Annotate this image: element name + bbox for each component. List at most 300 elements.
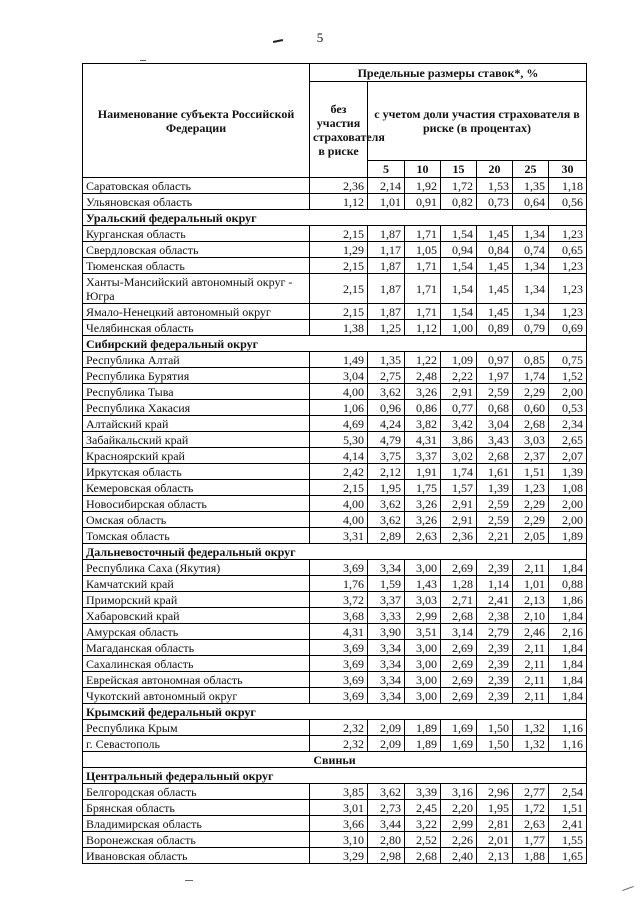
rate-cell: 1,52 <box>549 368 587 384</box>
rate-cell: 1,59 <box>368 576 405 592</box>
rate-cell: 2,52 <box>405 832 441 848</box>
rate-cell: 2,11 <box>513 560 549 576</box>
rate-cell: 1,95 <box>368 480 405 496</box>
region-name: Воронежская область <box>83 832 310 848</box>
rate-cell: 1,14 <box>477 576 513 592</box>
rate-cell: 1,01 <box>368 194 405 210</box>
rate-cell: 0,79 <box>513 320 549 336</box>
scan-mark <box>185 880 193 881</box>
rate-cell: 1,23 <box>549 304 587 320</box>
table-row <box>83 178 587 194</box>
region-name: Республика Тыва <box>83 384 310 400</box>
rate-cell: 2,11 <box>513 640 549 656</box>
table-row <box>83 608 587 624</box>
rate-cell: 3,62 <box>368 512 405 528</box>
table-row <box>83 416 587 432</box>
rate-without-participation: 1,76 <box>310 576 368 592</box>
rate-cell: 2,26 <box>441 832 477 848</box>
rate-without-participation: 2,15 <box>310 480 368 496</box>
table-row <box>83 242 587 258</box>
region-name: Республика Алтай <box>83 352 310 368</box>
rate-cell: 2,91 <box>441 512 477 528</box>
rate-without-participation: 3,69 <box>310 560 368 576</box>
rate-cell: 3,02 <box>441 448 477 464</box>
rate-cell: 2,59 <box>477 512 513 528</box>
table-row <box>83 226 587 242</box>
rate-cell: 2,40 <box>441 848 477 864</box>
section-row <box>83 210 587 226</box>
rate-cell: 1,87 <box>368 304 405 320</box>
rate-cell: 2,89 <box>368 528 405 544</box>
rate-cell: 2,00 <box>549 512 587 528</box>
share-header: 30 <box>549 161 587 178</box>
rate-without-participation: 2,15 <box>310 258 368 274</box>
rate-cell: 1,51 <box>513 464 549 480</box>
rate-cell: 2,77 <box>513 784 549 800</box>
region-name: Тюменская область <box>83 258 310 274</box>
rate-cell: 1,16 <box>549 736 587 752</box>
rate-cell: 1,23 <box>549 274 587 304</box>
table-row <box>83 480 587 496</box>
rate-cell: 3,90 <box>368 624 405 640</box>
region-name: Магаданская область <box>83 640 310 656</box>
rate-without-participation: 3,10 <box>310 832 368 848</box>
rate-cell: 1,34 <box>513 274 549 304</box>
rate-cell: 1,71 <box>405 226 441 242</box>
rate-without-participation: 4,00 <box>310 384 368 400</box>
rate-without-participation: 1,12 <box>310 194 368 210</box>
page-number: 5 <box>316 30 324 45</box>
region-name: Сахалинская область <box>83 656 310 672</box>
rate-cell: 2,00 <box>549 496 587 512</box>
rate-cell: 1,89 <box>405 736 441 752</box>
rate-cell: 3,26 <box>405 496 441 512</box>
section-row <box>83 544 587 560</box>
rate-without-participation: 3,66 <box>310 816 368 832</box>
rate-cell: 3,86 <box>441 432 477 448</box>
rate-cell: 2,45 <box>405 800 441 816</box>
rate-cell: 1,39 <box>477 480 513 496</box>
table-row <box>83 576 587 592</box>
rate-without-participation: 4,31 <box>310 624 368 640</box>
rate-cell: 4,24 <box>368 416 405 432</box>
table-row <box>83 736 587 752</box>
rate-cell: 1,84 <box>549 560 587 576</box>
rate-cell: 1,71 <box>405 258 441 274</box>
table-row <box>83 640 587 656</box>
rate-cell: 2,54 <box>549 784 587 800</box>
rate-cell: 2,39 <box>477 672 513 688</box>
rate-without-participation: 1,38 <box>310 320 368 336</box>
rate-cell: 2,68 <box>405 848 441 864</box>
region-name: Белгородская область <box>83 784 310 800</box>
rate-cell: 1,45 <box>477 274 513 304</box>
rate-cell: 2,79 <box>477 624 513 640</box>
rate-cell: 2,12 <box>368 464 405 480</box>
table-row <box>83 432 587 448</box>
rate-without-participation: 3,31 <box>310 528 368 544</box>
region-name: Саратовская область <box>83 178 310 194</box>
rate-cell: 3,37 <box>405 448 441 464</box>
rate-cell: 1,35 <box>513 178 549 194</box>
rate-without-participation: 2,36 <box>310 178 368 194</box>
region-name: Ханты-Мансийский автономный округ - Югра <box>83 274 310 304</box>
region-name: Иркутская область <box>83 464 310 480</box>
rate-cell: 2,13 <box>477 848 513 864</box>
rate-cell: 1,51 <box>549 800 587 816</box>
share-header: 10 <box>405 161 441 178</box>
rate-cell: 1,55 <box>549 832 587 848</box>
region-name-header: Наименование субъекта Российской Федерации <box>83 64 310 178</box>
rate-cell: 1,05 <box>405 242 441 258</box>
rate-cell: 1,65 <box>549 848 587 864</box>
share-header: 25 <box>513 161 549 178</box>
table-row <box>83 448 587 464</box>
rate-cell: 2,00 <box>549 384 587 400</box>
rate-cell: 1,61 <box>477 464 513 480</box>
section-row <box>83 768 587 784</box>
region-name: Ивановская область <box>83 848 310 864</box>
rate-cell: 3,34 <box>368 688 405 704</box>
rate-without-participation: 2,15 <box>310 274 368 304</box>
rate-cell: 2,05 <box>513 528 549 544</box>
rate-cell: 2,75 <box>368 368 405 384</box>
rate-cell: 2,07 <box>549 448 587 464</box>
table-row <box>83 320 587 336</box>
rate-cell: 2,71 <box>441 592 477 608</box>
region-name: Курганская область <box>83 226 310 242</box>
rate-cell: 2,91 <box>441 496 477 512</box>
rate-cell: 1,00 <box>441 320 477 336</box>
rate-cell: 1,12 <box>405 320 441 336</box>
rate-cell: 3,34 <box>368 656 405 672</box>
rate-cell: 3,82 <box>405 416 441 432</box>
table-row <box>83 832 587 848</box>
rate-cell: 1,25 <box>368 320 405 336</box>
category-title: Свиньи <box>83 752 587 768</box>
rate-cell: 2,39 <box>477 640 513 656</box>
rate-cell: 2,99 <box>441 816 477 832</box>
rate-cell: 1,84 <box>549 672 587 688</box>
rate-cell: 3,00 <box>405 656 441 672</box>
rate-cell: 0,96 <box>368 400 405 416</box>
table-row <box>83 352 587 368</box>
rate-cell: 0,56 <box>549 194 587 210</box>
rate-without-participation: 2,15 <box>310 226 368 242</box>
rate-cell: 2,16 <box>549 624 587 640</box>
rate-cell: 2,99 <box>405 608 441 624</box>
rate-cell: 0,68 <box>477 400 513 416</box>
rate-cell: 2,69 <box>441 672 477 688</box>
region-name: Приморский край <box>83 592 310 608</box>
rates-title-header: Предельные размеры ставок*, % <box>310 64 587 82</box>
rate-cell: 2,98 <box>368 848 405 864</box>
region-name: Красноярский край <box>83 448 310 464</box>
rate-cell: 2,11 <box>513 672 549 688</box>
rate-cell: 0,89 <box>477 320 513 336</box>
rate-cell: 3,03 <box>405 592 441 608</box>
rate-cell: 1,54 <box>441 304 477 320</box>
table-row <box>83 624 587 640</box>
rate-cell: 1,84 <box>549 688 587 704</box>
rate-cell: 0,97 <box>477 352 513 368</box>
rate-cell: 2,22 <box>441 368 477 384</box>
category-row <box>83 752 587 768</box>
rate-cell: 1,97 <box>477 368 513 384</box>
table-row <box>83 528 587 544</box>
rate-cell: 2,68 <box>513 416 549 432</box>
rate-cell: 1,22 <box>405 352 441 368</box>
rate-cell: 2,46 <box>513 624 549 640</box>
rate-cell: 2,11 <box>513 688 549 704</box>
rate-without-participation: 3,72 <box>310 592 368 608</box>
rate-cell: 0,53 <box>549 400 587 416</box>
rate-cell: 2,37 <box>513 448 549 464</box>
rate-cell: 2,59 <box>477 384 513 400</box>
table-row <box>83 560 587 576</box>
rate-cell: 1,17 <box>368 242 405 258</box>
region-name: Владимирская область <box>83 816 310 832</box>
rate-cell: 1,54 <box>441 258 477 274</box>
rate-cell: 3,00 <box>405 672 441 688</box>
rate-cell: 1,28 <box>441 576 477 592</box>
rate-cell: 0,91 <box>405 194 441 210</box>
rate-without-participation: 3,69 <box>310 640 368 656</box>
rate-cell: 1,71 <box>405 304 441 320</box>
rate-cell: 1,16 <box>549 720 587 736</box>
rate-cell: 1,84 <box>549 640 587 656</box>
rate-cell: 1,39 <box>549 464 587 480</box>
table-row <box>83 384 587 400</box>
rate-without-participation: 3,29 <box>310 848 368 864</box>
rate-cell: 1,95 <box>477 800 513 816</box>
rate-cell: 0,73 <box>477 194 513 210</box>
rate-cell: 1,84 <box>549 656 587 672</box>
rate-cell: 3,00 <box>405 688 441 704</box>
rate-cell: 2,09 <box>368 720 405 736</box>
region-name: Республика Саха (Якутия) <box>83 560 310 576</box>
rate-cell: 3,62 <box>368 784 405 800</box>
rate-cell: 3,37 <box>368 592 405 608</box>
rate-cell: 2,29 <box>513 384 549 400</box>
rate-cell: 2,39 <box>477 688 513 704</box>
rate-cell: 2,63 <box>405 528 441 544</box>
rate-cell: 2,14 <box>368 178 405 194</box>
rate-cell: 2,20 <box>441 800 477 816</box>
scan-mark <box>622 886 634 891</box>
rate-cell: 2,13 <box>513 592 549 608</box>
rate-cell: 1,23 <box>549 258 587 274</box>
rate-cell: 1,89 <box>549 528 587 544</box>
table-row <box>83 816 587 832</box>
region-name: Чукотский автономный округ <box>83 688 310 704</box>
rate-without-participation: 5,30 <box>310 432 368 448</box>
table-row <box>83 720 587 736</box>
rate-without-participation: 4,69 <box>310 416 368 432</box>
rate-cell: 2,48 <box>405 368 441 384</box>
region-name: Брянская область <box>83 800 310 816</box>
table-row <box>83 784 587 800</box>
section-title: Дальневосточный федеральный округ <box>83 544 587 560</box>
region-name: Хабаровский край <box>83 608 310 624</box>
rate-cell: 1,77 <box>513 832 549 848</box>
region-name: Республика Хакасия <box>83 400 310 416</box>
rate-cell: 2,36 <box>441 528 477 544</box>
region-name: Омская область <box>83 512 310 528</box>
rate-cell: 1,75 <box>405 480 441 496</box>
share-header: 5 <box>368 161 405 178</box>
rate-cell: 0,77 <box>441 400 477 416</box>
rate-without-participation: 3,01 <box>310 800 368 816</box>
rate-cell: 1,89 <box>405 720 441 736</box>
table-row <box>83 672 587 688</box>
rate-cell: 3,75 <box>368 448 405 464</box>
section-title: Центральный федеральный округ <box>83 768 587 784</box>
table-row <box>83 400 587 416</box>
rate-cell: 3,44 <box>368 816 405 832</box>
table-row <box>83 464 587 480</box>
rate-cell: 1,87 <box>368 226 405 242</box>
rate-cell: 0,84 <box>477 242 513 258</box>
rate-cell: 1,91 <box>405 464 441 480</box>
region-name: Кемеровская область <box>83 480 310 496</box>
rate-cell: 0,64 <box>513 194 549 210</box>
rate-cell: 1,01 <box>513 576 549 592</box>
rate-cell: 3,62 <box>368 384 405 400</box>
rate-cell: 1,34 <box>513 258 549 274</box>
rate-cell: 3,14 <box>441 624 477 640</box>
section-title: Крымский федеральный округ <box>83 704 587 720</box>
table-row <box>83 274 587 304</box>
rate-without-participation: 3,85 <box>310 784 368 800</box>
rate-without-participation: 1,29 <box>310 242 368 258</box>
rate-cell: 1,53 <box>477 178 513 194</box>
rate-cell: 3,26 <box>405 512 441 528</box>
rate-cell: 2,59 <box>477 496 513 512</box>
table-row <box>83 688 587 704</box>
rate-cell: 3,04 <box>477 416 513 432</box>
rate-cell: 1,35 <box>368 352 405 368</box>
rate-cell: 1,50 <box>477 720 513 736</box>
rate-cell: 1,23 <box>549 226 587 242</box>
rate-cell: 1,74 <box>513 368 549 384</box>
rate-cell: 2,80 <box>368 832 405 848</box>
region-name: Алтайский край <box>83 416 310 432</box>
rate-cell: 4,79 <box>368 432 405 448</box>
rate-cell: 3,34 <box>368 560 405 576</box>
rate-without-participation: 3,69 <box>310 656 368 672</box>
rate-cell: 0,86 <box>405 400 441 416</box>
rate-cell: 3,03 <box>513 432 549 448</box>
rate-without-participation: 1,06 <box>310 400 368 416</box>
rate-cell: 1,87 <box>368 274 405 304</box>
rate-without-participation: 3,69 <box>310 688 368 704</box>
rate-cell: 1,34 <box>513 226 549 242</box>
rate-cell: 1,08 <box>549 480 587 496</box>
region-name: Свердловская область <box>83 242 310 258</box>
scan-mark <box>140 60 146 61</box>
rate-cell: 1,71 <box>405 274 441 304</box>
rate-cell: 1,34 <box>513 304 549 320</box>
rate-without-participation: 4,00 <box>310 512 368 528</box>
rate-cell: 1,84 <box>549 608 587 624</box>
rate-cell: 1,18 <box>549 178 587 194</box>
region-name: Забайкальский край <box>83 432 310 448</box>
rate-cell: 2,69 <box>441 656 477 672</box>
rate-cell: 1,45 <box>477 226 513 242</box>
rate-cell: 3,16 <box>441 784 477 800</box>
table-row <box>83 800 587 816</box>
rate-cell: 4,31 <box>405 432 441 448</box>
rate-cell: 2,29 <box>513 496 549 512</box>
rate-cell: 1,50 <box>477 736 513 752</box>
rate-cell: 2,91 <box>441 384 477 400</box>
region-name: Амурская область <box>83 624 310 640</box>
section-row <box>83 336 587 352</box>
with-participation-header: с учетом доли участия страхователя в риске (в процентах) <box>368 82 587 161</box>
rate-cell: 2,11 <box>513 656 549 672</box>
rate-cell: 0,69 <box>549 320 587 336</box>
rate-cell: 2,39 <box>477 560 513 576</box>
rate-cell: 3,34 <box>368 672 405 688</box>
rate-cell: 0,85 <box>513 352 549 368</box>
region-name: Челябинская область <box>83 320 310 336</box>
rate-without-participation: 2,32 <box>310 736 368 752</box>
rate-cell: 2,81 <box>477 816 513 832</box>
rate-cell: 2,01 <box>477 832 513 848</box>
region-name: г. Севастополь <box>83 736 310 752</box>
rate-cell: 3,34 <box>368 640 405 656</box>
rate-cell: 2,69 <box>441 560 477 576</box>
rate-without-participation: 4,00 <box>310 496 368 512</box>
rate-cell: 2,09 <box>368 736 405 752</box>
rate-cell: 3,00 <box>405 560 441 576</box>
region-name: Еврейская автономная область <box>83 672 310 688</box>
region-name: Новосибирская область <box>83 496 310 512</box>
rate-cell: 0,82 <box>441 194 477 210</box>
rate-cell: 3,26 <box>405 384 441 400</box>
rate-without-participation: 1,49 <box>310 352 368 368</box>
section-title: Уральский федеральный округ <box>83 210 587 226</box>
rate-cell: 2,10 <box>513 608 549 624</box>
rate-cell: 2,29 <box>513 512 549 528</box>
rate-cell: 2,63 <box>513 816 549 832</box>
region-name: Ульяновская область <box>83 194 310 210</box>
rate-cell: 1,87 <box>368 258 405 274</box>
rate-cell: 2,41 <box>477 592 513 608</box>
section-row <box>83 704 587 720</box>
share-header: 20 <box>477 161 513 178</box>
region-name: Республика Крым <box>83 720 310 736</box>
rate-cell: 1,23 <box>513 480 549 496</box>
without-participation-header: без участия страхователя в риске <box>310 82 368 178</box>
rate-cell: 1,45 <box>477 304 513 320</box>
table-row <box>83 592 587 608</box>
rate-cell: 0,88 <box>549 576 587 592</box>
rate-cell: 1,43 <box>405 576 441 592</box>
table-row <box>83 656 587 672</box>
rate-cell: 2,39 <box>477 656 513 672</box>
rates-table <box>82 63 587 864</box>
rate-cell: 1,69 <box>441 736 477 752</box>
table-row <box>83 194 587 210</box>
rate-cell: 2,68 <box>477 448 513 464</box>
share-header: 15 <box>441 161 477 178</box>
rate-cell: 2,38 <box>477 608 513 624</box>
region-name: Томская область <box>83 528 310 544</box>
rate-cell: 2,34 <box>549 416 587 432</box>
rate-cell: 3,51 <box>405 624 441 640</box>
